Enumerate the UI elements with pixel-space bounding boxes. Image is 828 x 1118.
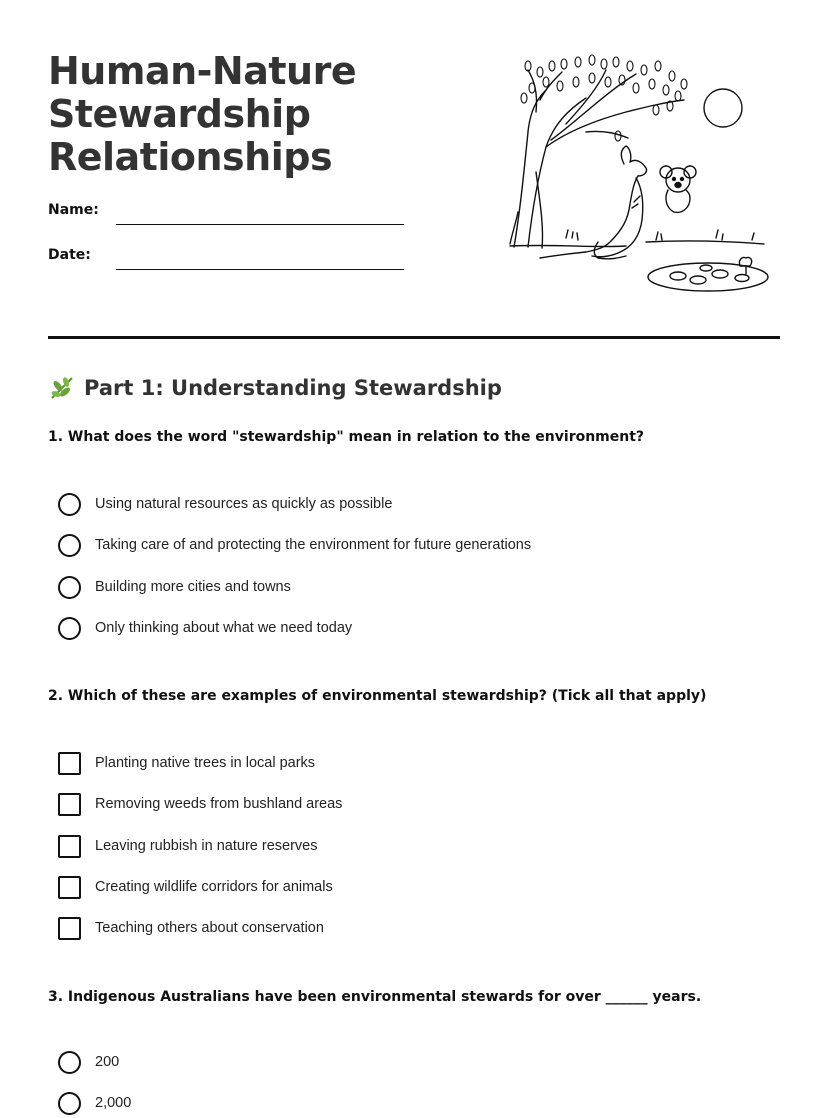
radio-button[interactable] xyxy=(58,576,81,599)
checkbox[interactable] xyxy=(58,876,81,899)
radio-button[interactable] xyxy=(58,1051,81,1074)
q2-option-4[interactable] xyxy=(58,875,778,899)
checkbox[interactable] xyxy=(58,917,81,940)
name-label: Name: xyxy=(48,202,99,218)
q2-option-3-label: Leaving rubbish in nature reserves xyxy=(95,838,318,854)
q2-option-5[interactable] xyxy=(58,916,778,940)
question-1: 1. What does the word "stewardship" mean in relation to the environment? xyxy=(48,429,645,445)
radio-button[interactable] xyxy=(58,493,81,516)
date-label: Date: xyxy=(48,247,91,263)
herb-leaf-icon xyxy=(48,374,76,402)
australian-bush-scene-illustration xyxy=(506,52,776,297)
radio-button[interactable] xyxy=(58,534,81,557)
name-input-line[interactable] xyxy=(116,224,404,225)
q1-option-3-label: Building more cities and towns xyxy=(95,579,291,595)
q1-option-1-label: Using natural resources as quickly as possible xyxy=(95,496,393,512)
pond-icon xyxy=(648,257,768,291)
q2-option-1-label: Planting native trees in local parks xyxy=(95,755,316,771)
question-3: 3. Indigenous Australians have been environmental stewards for over ______ years. xyxy=(48,989,702,1005)
date-field[interactable] xyxy=(48,247,428,277)
name-field[interactable] xyxy=(48,202,428,232)
question-2: 2. Which of these are examples of environmental stewardship? (Tick all that apply) xyxy=(48,688,707,704)
q2-option-2-label: Removing weeds from bushland areas xyxy=(95,796,343,812)
q3-option-1[interactable] xyxy=(58,1050,778,1074)
q2-option-1[interactable] xyxy=(58,751,778,775)
q2-option-4-label: Creating wildlife corridors for animals xyxy=(95,879,333,895)
radio-button[interactable] xyxy=(58,1092,81,1115)
koala-icon xyxy=(660,166,696,212)
checkbox[interactable] xyxy=(58,793,81,816)
checkbox[interactable] xyxy=(58,835,81,858)
radio-button[interactable] xyxy=(58,617,81,640)
q1-option-2-label: Taking care of and protecting the environment for future generations xyxy=(95,537,532,553)
part1-heading-text: Part 1: Understanding Stewardship xyxy=(84,376,502,400)
q3-option-2-label: 2,000 xyxy=(95,1095,132,1111)
q3-option-1-label: 200 xyxy=(95,1054,120,1070)
part1-heading xyxy=(48,374,502,402)
checkbox[interactable] xyxy=(58,752,81,775)
q1-option-4-label: Only thinking about what we need today xyxy=(95,620,353,636)
q1-option-1[interactable] xyxy=(58,492,778,516)
q2-option-3[interactable] xyxy=(58,834,778,858)
worksheet-title xyxy=(48,50,488,179)
kangaroo-icon xyxy=(540,146,647,259)
header-divider xyxy=(48,336,780,339)
title-line-2: Stewardship xyxy=(48,92,311,136)
q3-option-2[interactable] xyxy=(58,1091,778,1115)
date-input-line[interactable] xyxy=(116,269,404,270)
title-line-1: Human-Nature xyxy=(48,49,357,93)
q2-option-5-label: Teaching others about conservation xyxy=(95,920,324,936)
title-line-3: Relationships xyxy=(48,135,333,179)
q1-option-4[interactable] xyxy=(58,616,778,640)
q1-option-3[interactable] xyxy=(58,575,778,599)
sun-icon xyxy=(704,89,742,127)
q1-option-2[interactable] xyxy=(58,533,778,557)
q2-option-2[interactable] xyxy=(58,792,778,816)
